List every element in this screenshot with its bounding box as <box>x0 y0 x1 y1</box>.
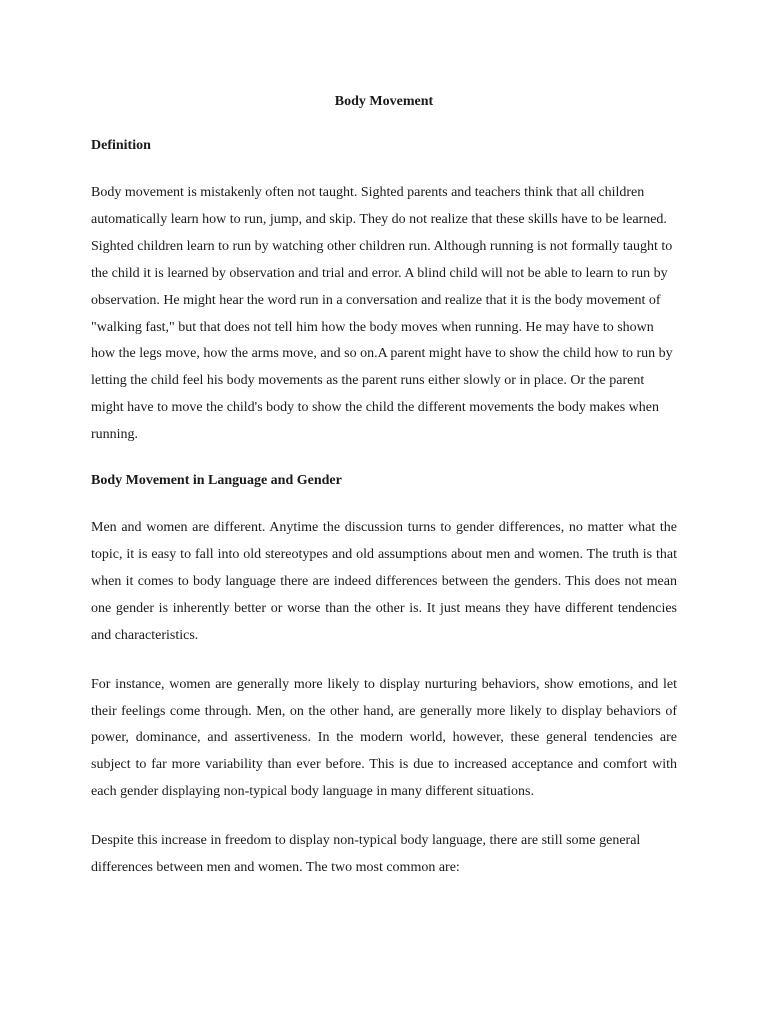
document-title: Body Movement <box>334 94 434 109</box>
paragraph-gender-differences: Men and women are different. Anytime the discussion turns to gender differences, no matter what the topic, it is easy to fall into old stereotypes and old assumptions about men and women. The truth is that when it comes to body language there are indeed differences between the genders. This does not mean one gender is inherently better or worse than the other is. It just means they have different tendencies and characteristics. <box>91 520 677 643</box>
section-heading-definition: Definition <box>91 138 151 153</box>
document-page <box>91 92 677 904</box>
paragraph-for-instance: For instance, women are generally more likely to display nurturing behaviors, show emotions, and let their feelings come through. Men, on the other hand, are generally more likely to display behaviors of power, dominance, and assertiveness. In the modern world, however, these general tendencies are subject to far more variability than ever before. This is due to increased acceptance and comfort with each gender displaying non-typical body language in many different situations. <box>91 676 677 800</box>
paragraph-definition: Body movement is mistakenly often not taught. Sighted parents and teachers think that all children automatically learn how to run, jump, and skip. They do not realize that these skills have to be learned. Sighted children learn to run by watching other children run. Although running is not formally taught to the child it is learned by observation and trial and error. A blind child will not be able to learn to run by observation. He might hear the word run in a conversation and realize that it is the body movement of "walking fast," but that does not tell him how the body moves when running. He may have to shown how the legs move, how the arms move, and so on.A parent might have to show the child how to run by letting the child feel his body movements as the parent runs either slowly or in place. Or the parent might have to move the child's body to show the child the different movements the body makes when running. <box>91 185 673 443</box>
section-heading-language-gender: Body Movement in Language and Gender <box>91 473 342 489</box>
paragraph-despite-increase: Despite this increase in freedom to display non-typical body language, there are still some general differences between men and women. The two most common are: <box>91 833 641 876</box>
